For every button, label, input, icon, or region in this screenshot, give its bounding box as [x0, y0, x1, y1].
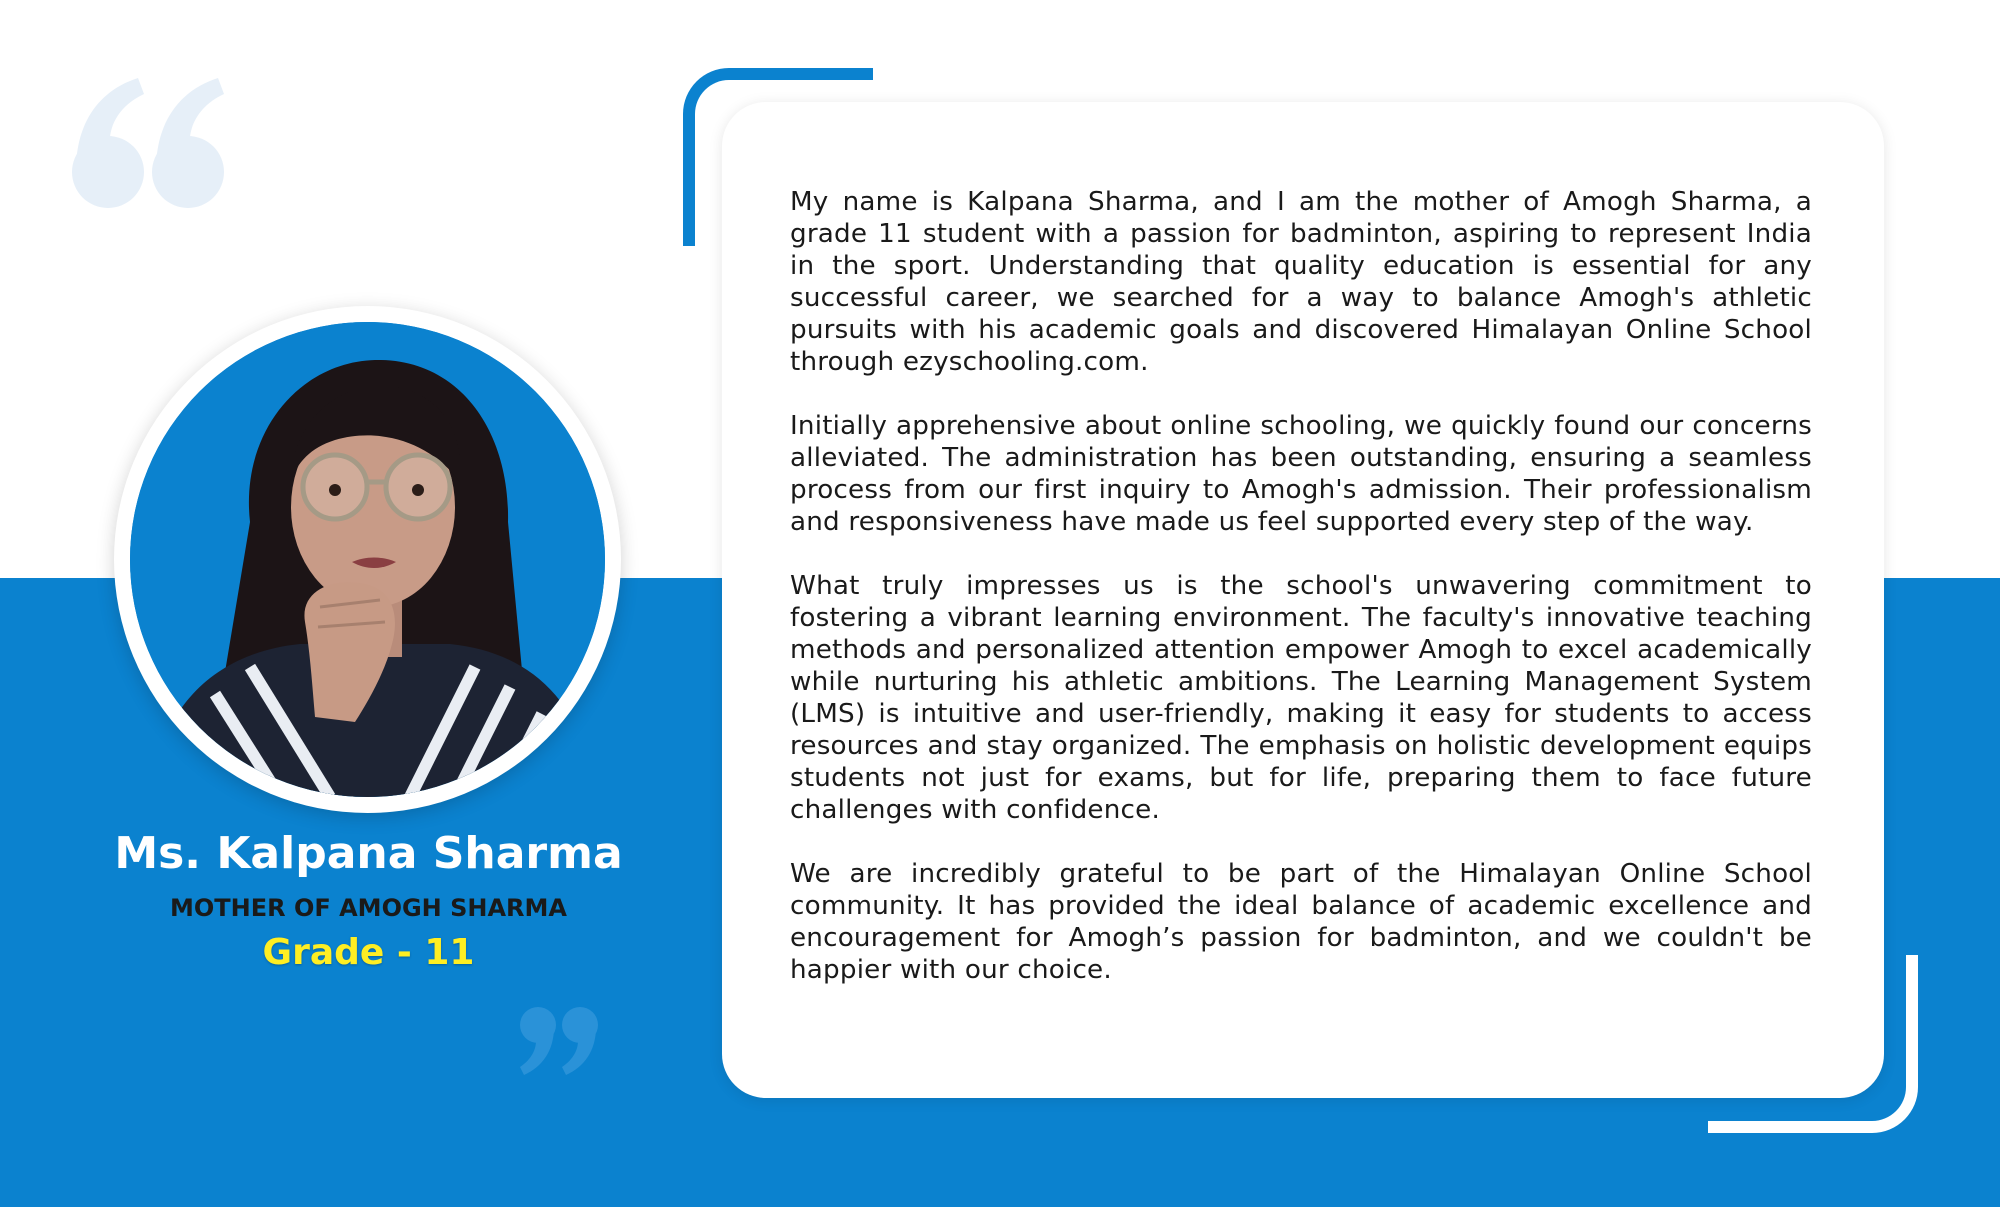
quote-open-icon — [70, 72, 230, 222]
person-grade: Grade - 11 — [262, 932, 475, 973]
testimonial-paragraph: What truly impresses us is the school's unwavering commitment to fostering a vibrant learning environment. The faculty's innovative teaching methods and personalized attention empower Amogh to excel academically while nurturing his athletic ambitions. The Learning Management System (LMS) is intuitive and user-friendly, making it easy for students to access resources and stay organized. The emphasis on holistic development equips students not just for exams, but for life, preparing them to face future challenges with confidence. — [790, 571, 1812, 825]
testimonial-paragraph: My name is Kalpana Sharma, and I am the mother of Amogh Sharma, a grade 11 student with a passion for badminton, aspiring to represent India in the sport. Understanding that quality education is essential for any successful career, we searched for a way to balance Amogh's athletic pursuits with his academic goals and discovered Himalayan Online School through ezyschooling.com. — [790, 187, 1812, 377]
person-name: Ms. Kalpana Sharma — [114, 828, 623, 879]
testimonial-paragraph: Initially apprehensive about online schooling, we quickly found our concerns alleviated. The administration has been outstanding, ensuring a seamless process from our first inquiry to Amogh's admission. Their professionalism and responsiveness have made us feel supported every step of the way. — [790, 411, 1812, 537]
quote-close-icon — [518, 1005, 604, 1081]
testimonial-paragraph: We are incredibly grateful to be part of the Himalayan Online School community. It has provided the ideal balance of academic excellence and encouragement for Amogh’s passion for badminton, and we couldn't be happier with our choice. — [790, 859, 1812, 985]
person-relation: MOTHER OF AMOGH SHARMA — [169, 894, 567, 922]
testimonial-card — [722, 102, 1884, 1098]
portrait-photo — [130, 322, 605, 797]
